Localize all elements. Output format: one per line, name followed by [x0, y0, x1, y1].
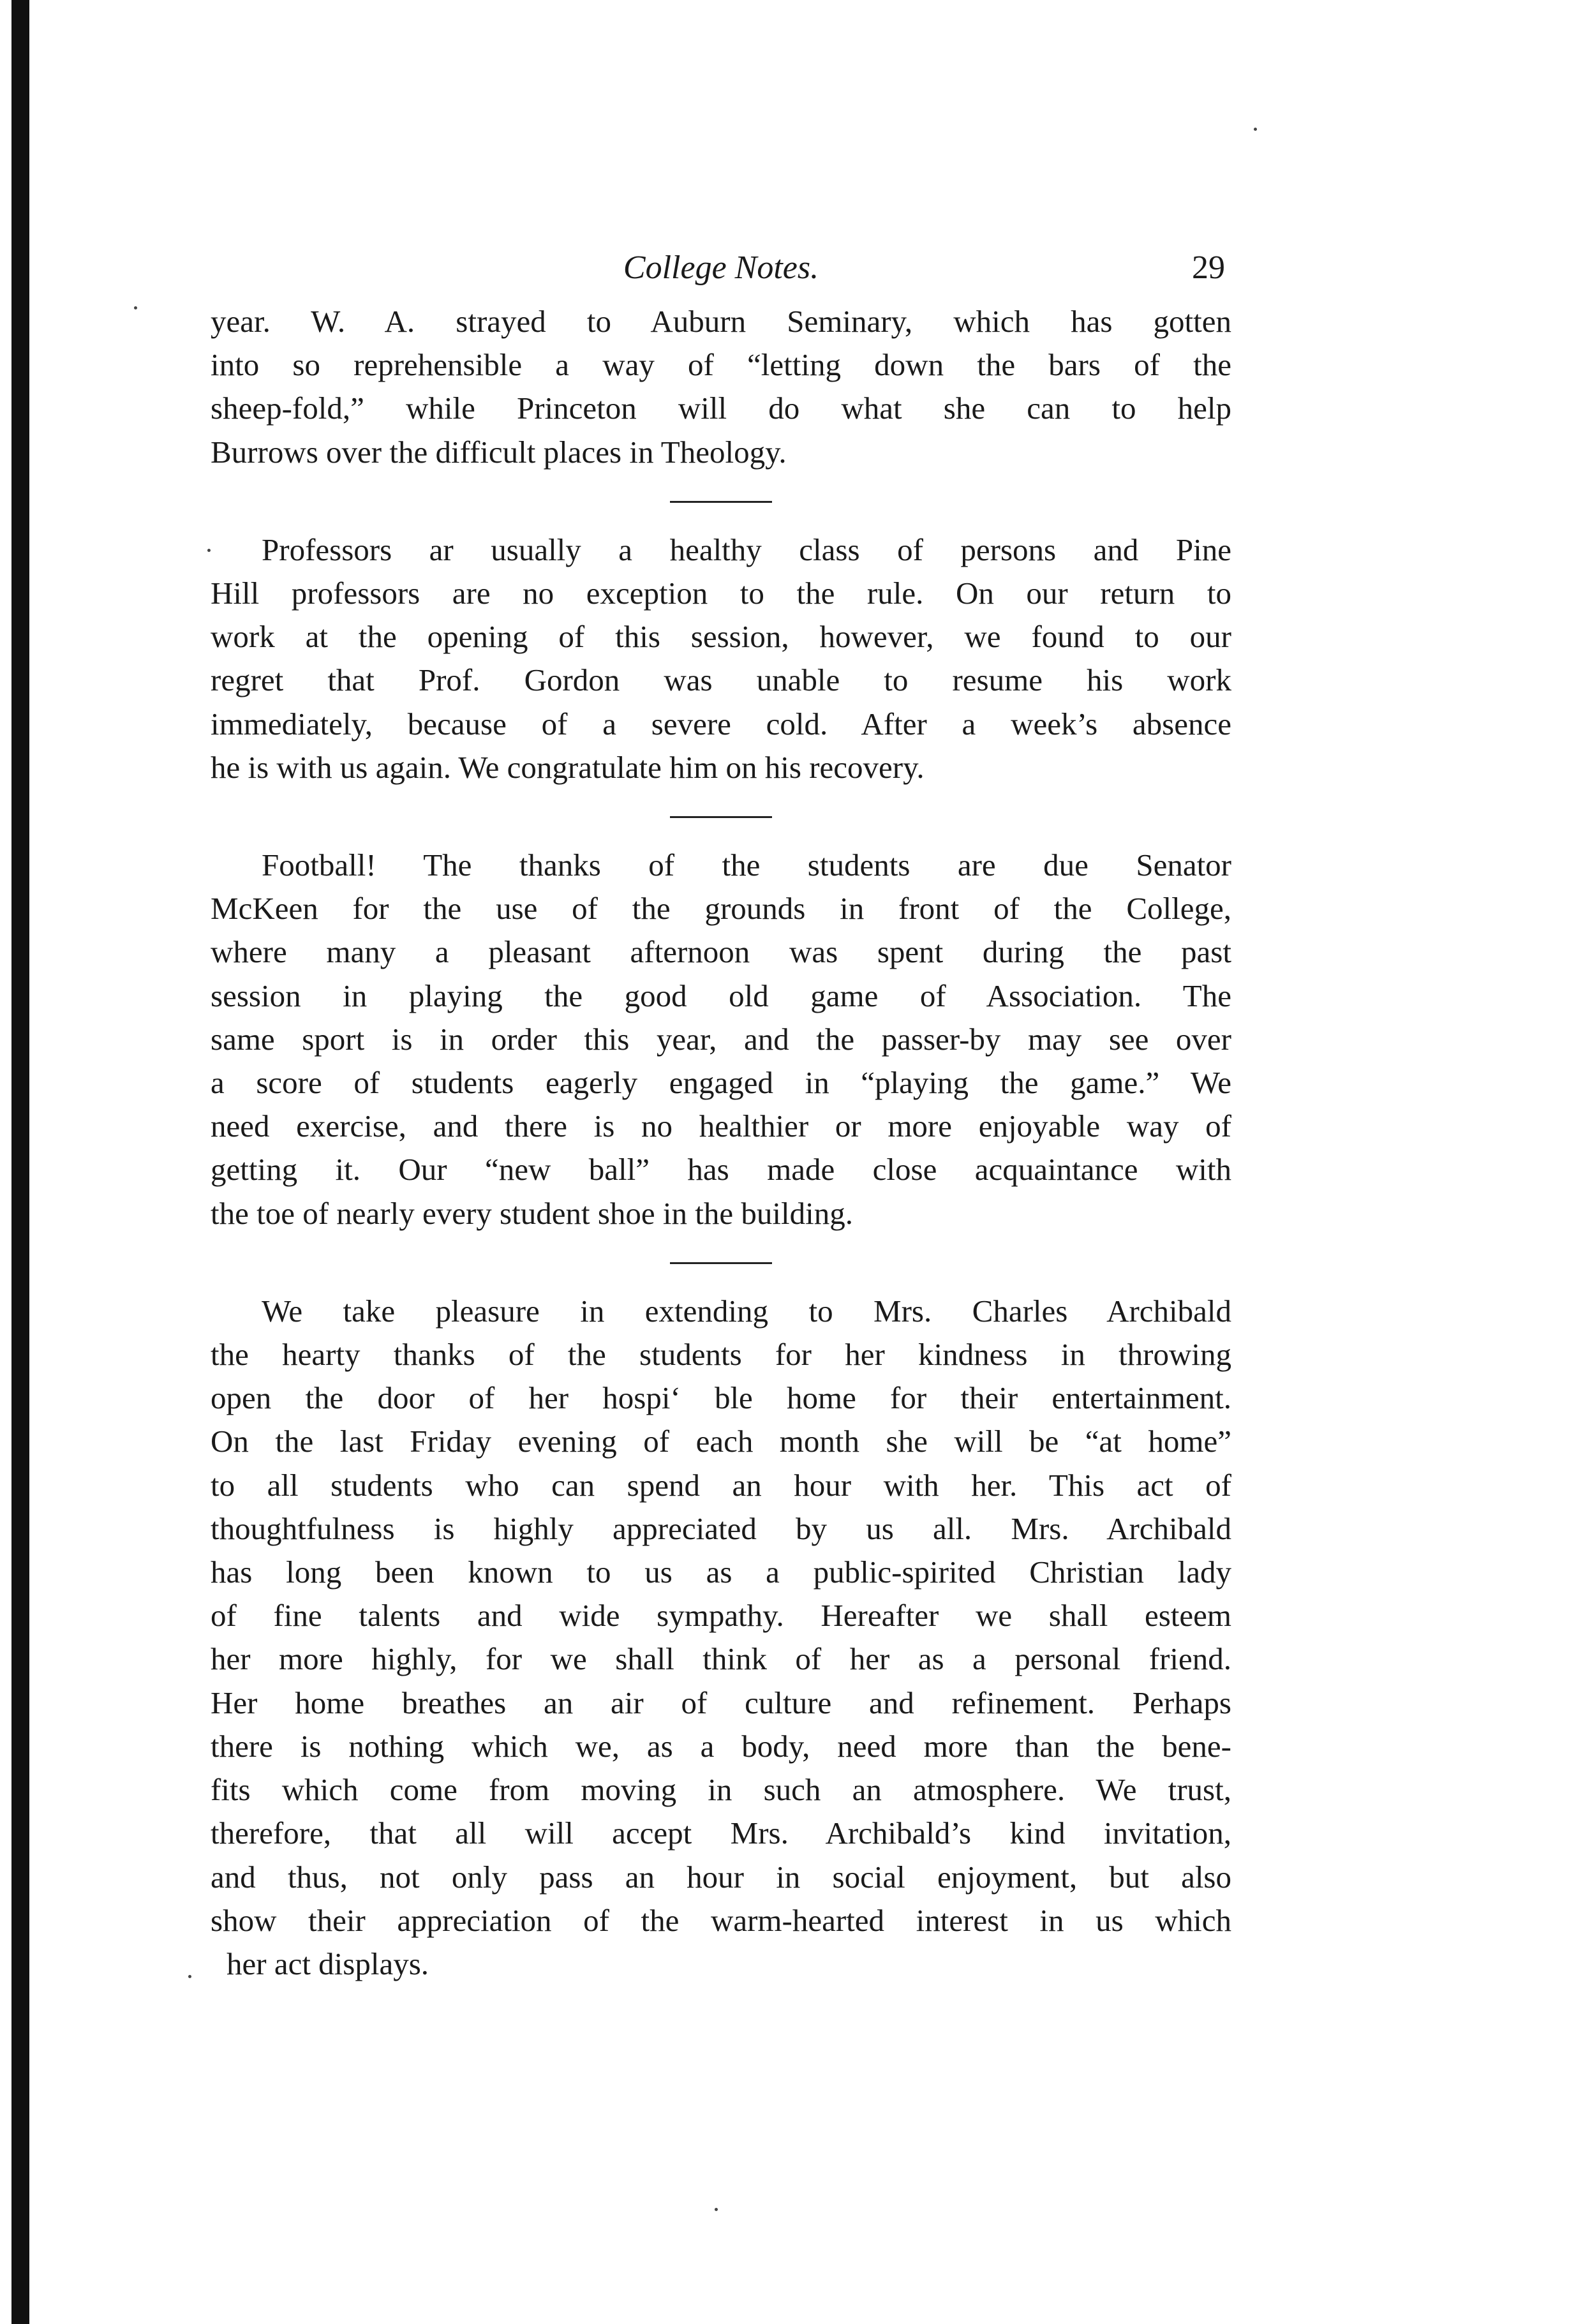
text-line: of fine talents and wide sympathy. Hereafter we shall esteem [211, 1598, 1231, 1634]
text-line: Football! The thanks of the students are due Senator [262, 847, 1231, 883]
text-line: he is with us again. We congratulate him on his recovery. [211, 749, 925, 785]
paragraph-archibald [211, 1290, 1231, 1986]
text-line: therefore, that all will accept Mrs. Archibald’s kind invitation, [211, 1815, 1231, 1851]
text-line: there is nothing which we, as a body, need more than the bene- [211, 1728, 1231, 1764]
paragraph-continuation [211, 300, 1231, 474]
text-line: thoughtfulness is highly appreciated by us all. Mrs. Archibald [211, 1510, 1231, 1546]
section-divider [670, 501, 772, 503]
text-line: On the last Friday evening of each month she will be “at home” [211, 1424, 1231, 1459]
text-line: Professors ar usually a healthy class of persons and Pine [262, 532, 1231, 567]
page-number: 29 [1192, 250, 1225, 286]
text-line: We take pleasure in extending to Mrs. Charles Archibald [262, 1293, 1231, 1329]
text-line: a score of students eagerly engaged in “playing the game.” We [211, 1065, 1231, 1101]
text-line: where many a pleasant afternoon was spent during the past [211, 934, 1231, 970]
text-line: Hill professors are no exception to the rule. On our return to [211, 576, 1231, 611]
print-speck [188, 1975, 191, 1978]
text-line: Her home breathes an air of culture and refinement. Perhaps [211, 1685, 1231, 1720]
text-line: and thus, not only pass an hour in social enjoyment, but also [211, 1859, 1231, 1895]
running-title: College Notes. [623, 250, 819, 286]
section-divider [670, 816, 772, 818]
text-line: show their appreciation of the warm-hearted interest in us which [211, 1902, 1231, 1938]
binding-edge [11, 0, 29, 2324]
text-line: immediately, because of a severe cold. After a week’s absence [211, 706, 1231, 741]
print-speck [1254, 128, 1257, 131]
text-line: session in playing the good old game of Association. The [211, 978, 1231, 1013]
text-line: her more highly, for we shall think of her as a personal friend. [211, 1641, 1231, 1677]
print-speck [134, 306, 137, 309]
paragraph-professors [211, 528, 1231, 789]
print-speck [207, 549, 211, 552]
text-line: work at the opening of this session, however, we found to our [211, 619, 1231, 655]
text-line: fits which come from moving in such an atmosphere. We trust, [211, 1772, 1231, 1808]
section-divider [670, 1262, 772, 1264]
text-line: getting it. Our “new ball” has made close acquaintance with [211, 1152, 1231, 1188]
text-line: to all students who can spend an hour with her. This act of [211, 1467, 1231, 1503]
running-head [211, 242, 1231, 300]
text-line: McKeen for the use of the grounds in front of the College, [211, 891, 1231, 927]
text-line: same sport is in order this year, and the passer-by may see over [211, 1021, 1231, 1057]
text-line: her act displays. [227, 1946, 429, 1981]
text-line: the hearty thanks of the students for her kindness in throwing [211, 1337, 1231, 1373]
text-line: into so reprehensible a way of “letting down the bars of the [211, 347, 1231, 383]
text-line: open the door of her hospi‘ ble home for their entertainment. [211, 1380, 1231, 1416]
text-line: need exercise, and there is no healthier or more enjoyable way of [211, 1108, 1231, 1144]
text-line: regret that Prof. Gordon was unable to resume his work [211, 662, 1231, 698]
paragraph-football [211, 844, 1231, 1235]
text-line: sheep-fold,” while Princeton will do what she can to help [211, 391, 1231, 426]
book-page [211, 242, 1231, 1986]
text-line: has long been known to us as a public-spirited Christian lady [211, 1554, 1231, 1590]
text-line: the toe of nearly every student shoe in the building. [211, 1195, 853, 1231]
text-line: Burrows over the difficult places in Theology. [211, 434, 787, 470]
print-speck [715, 2208, 718, 2211]
text-line: year. W. A. strayed to Auburn Seminary, which has gotten [211, 304, 1231, 339]
